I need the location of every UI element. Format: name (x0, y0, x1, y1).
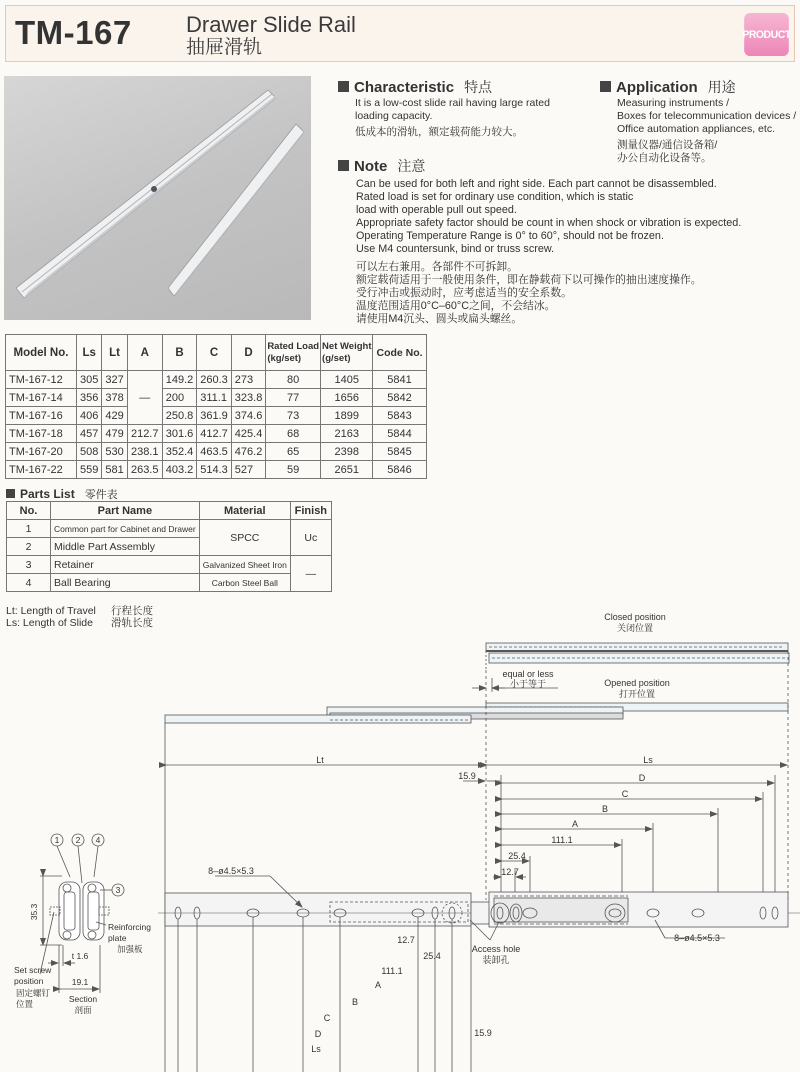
dim-b-bottom-label: B (351, 997, 359, 1007)
section-label: Section (68, 994, 98, 1004)
col-net-weight (321, 335, 373, 371)
part-material: Galvanized Sheet Iron (199, 556, 290, 574)
spec-cell-code: 5844 (373, 425, 426, 443)
note-line: Operating Temperature Range is 0° to 60°, should not be frozen. (356, 230, 664, 242)
model-code: TM-167 (15, 14, 132, 51)
spec-cell-model: TM-167-22 (6, 461, 77, 479)
spec-cell-a: 263.5 (127, 461, 162, 479)
spec-cell-model: TM-167-20 (6, 443, 77, 461)
col-lt: Lt (102, 335, 127, 371)
square-bullet-icon (600, 81, 611, 92)
spec-cell-load: 65 (266, 443, 321, 461)
col-d: D (231, 335, 266, 371)
spec-cell-lt: 327 (102, 371, 127, 389)
characteristic-line: It is a low-cost slide rail having large rated (355, 97, 550, 109)
part-no: 2 (7, 538, 51, 556)
characteristic-title: Characteristic (354, 79, 455, 96)
characteristic-line-cn: 低成本的滑轨，额定载荷能力较大。 (355, 126, 523, 138)
spec-cell-model: TM-167-18 (6, 425, 77, 443)
note-text (356, 178, 741, 326)
reinforcing-plate-label-2: plate (108, 933, 127, 943)
spec-cell-c: 463.5 (197, 443, 232, 461)
parts-row (7, 520, 332, 538)
hole-spec-label: 8–ø4.5×5.3 (674, 933, 720, 943)
spec-cell-weight: 2398 (321, 443, 373, 461)
parts-list-title: Parts List (20, 487, 75, 501)
part-material: Carbon Steel Ball (199, 574, 290, 592)
col-material: Material (199, 502, 290, 520)
dim-d-bottom-label: D (314, 1029, 322, 1039)
application-line-cn: 办公自动化设备等。 (617, 152, 712, 164)
opened-position-label: Opened position (604, 678, 670, 688)
spec-cell-load: 68 (266, 425, 321, 443)
note-line-cn: 额定载荷适用于一般使用条件，即在静载荷下以可操作的抽出速度操作。 (356, 274, 702, 286)
spec-cell-d: 374.6 (231, 407, 266, 425)
spec-cell-code: 5841 (373, 371, 426, 389)
col-finish: Finish (290, 502, 331, 520)
note-line-cn: 请使用M4沉头、圆头或扁头螺丝。 (356, 313, 523, 325)
extended-rail (16, 90, 280, 298)
spec-cell-weight: 2163 (321, 425, 373, 443)
part-no: 3 (7, 556, 51, 574)
note-title: Note (354, 158, 388, 175)
spec-cell-b: 301.6 (162, 425, 197, 443)
spec-row (6, 443, 427, 461)
part-finish: — (290, 556, 331, 592)
dim-b-label: B (601, 804, 609, 814)
section-thickness-label: t 1.6 (71, 951, 89, 961)
spec-row (6, 407, 427, 425)
callout-3-label: 3 (115, 885, 121, 895)
reinforcing-plate-label: Reinforcing (108, 922, 151, 932)
characteristic-title-cn: 特点 (464, 79, 493, 95)
callout-2-label: 2 (75, 835, 81, 845)
dim-ls-label: Ls (643, 755, 653, 765)
dim-a-label: A (571, 819, 579, 829)
set-screw-label-2: position (14, 976, 44, 986)
application-title-cn: 用途 (707, 79, 736, 95)
application-line-cn: 测量仪器/通信设备箱/ (617, 139, 718, 151)
dim-254-label: 25.4 (508, 851, 526, 861)
parts-header-row (7, 502, 332, 520)
spec-cell-c: 361.9 (197, 407, 232, 425)
rail-inner-member (489, 892, 788, 927)
note-title-cn: 注意 (397, 158, 426, 174)
access-hole-label-cn: 装卸孔 (482, 955, 510, 965)
parts-list-title-cn: 零件表 (84, 489, 118, 501)
parts-row (7, 574, 332, 592)
spec-cell-c: 260.3 (197, 371, 232, 389)
application-text (617, 97, 796, 165)
spec-header-row (6, 335, 427, 371)
legend-lt: Lt: Length of Travel (6, 605, 96, 617)
spec-cell-lt: 530 (102, 443, 127, 461)
spec-cell-lt: 479 (102, 425, 127, 443)
section-width-label: 19.1 (71, 977, 89, 987)
col-part-name: Part Name (51, 502, 200, 520)
dim-c-bottom-label: C (323, 1013, 331, 1023)
closed-rail (168, 124, 308, 296)
spec-cell-code: 5843 (373, 407, 426, 425)
callout-1-label: 1 (54, 835, 60, 845)
application-title: Application (616, 79, 698, 96)
col-code: Code No. (373, 335, 426, 371)
spec-cell-ls: 305 (77, 371, 102, 389)
dim-lt-label: Lt (316, 755, 324, 765)
spec-cell-load: 77 (266, 389, 321, 407)
set-screw-label-cn: 固定螺钉 (16, 988, 51, 998)
part-no: 1 (7, 520, 51, 538)
note-line: Appropriate safety factor should be count in when shock or vibration is expected. (356, 217, 742, 229)
spec-cell-weight: 1656 (321, 389, 373, 407)
parts-table (6, 501, 332, 592)
spec-cell-c: 311.1 (197, 389, 232, 407)
product-photo (4, 76, 311, 320)
square-bullet-icon (6, 489, 15, 498)
note-line-cn: 温度范围适用0°C–60°C之间，不会结冰。 (356, 300, 556, 312)
dim-127-label: 12.7 (501, 867, 519, 877)
note-line: load with operable pull out speed. (356, 204, 517, 216)
spec-cell-a: 238.1 (127, 443, 162, 461)
spec-cell-lt: 581 (102, 461, 127, 479)
dim-127-bottom-label: 12.7 (397, 935, 415, 945)
col-ls: Ls (77, 335, 102, 371)
technical-drawing (0, 600, 800, 1072)
part-name: Middle Part Assembly (51, 538, 200, 556)
col-model: Model No. (6, 335, 77, 371)
spec-cell-b: 200 (162, 389, 197, 407)
note-line: Use M4 countersunk, bind or truss screw. (356, 243, 555, 255)
square-bullet-icon (338, 81, 349, 92)
spec-cell-d: 476.2 (231, 443, 266, 461)
legend-ls-cn: 滑轨长度 (111, 617, 153, 629)
spec-cell-d: 425.4 (231, 425, 266, 443)
spec-cell-d: 323.8 (231, 389, 266, 407)
legend-lt-cn: 行程长度 (111, 605, 153, 617)
dim-159-bottom-label: 15.9 (474, 1028, 492, 1038)
net-weight-label: Net Weight (322, 340, 372, 352)
equal-or-less-label: equal or less (502, 669, 554, 679)
product-badge: PRODUCT (744, 13, 789, 56)
spec-row (6, 425, 427, 443)
opened-position-label-cn: 打开位置 (618, 689, 656, 699)
application-line: Measuring instruments / (617, 97, 730, 109)
reinforcing-plate-label-cn: 加强板 (117, 944, 143, 954)
spec-cell-weight: 1899 (321, 407, 373, 425)
characteristic-text (355, 97, 550, 139)
part-name: Ball Bearing (51, 574, 200, 592)
spec-cell-model: TM-167-14 (6, 389, 77, 407)
col-c: C (197, 335, 232, 371)
dim-254-bottom-label: 25.4 (423, 951, 441, 961)
spec-cell-model: TM-167-12 (6, 371, 77, 389)
application-line: Boxes for telecommunication devices / (617, 110, 797, 122)
square-bullet-icon (338, 160, 349, 171)
part-name: Common part for Cabinet and Drawer (51, 520, 200, 538)
spec-cell-d: 527 (231, 461, 266, 479)
slide-rail-photo-illustration (4, 76, 311, 320)
spec-cell-b: 352.4 (162, 443, 197, 461)
spec-cell-code: 5846 (373, 461, 426, 479)
product-title-cn: 抽屉滑轨 (186, 37, 263, 58)
note-line: Rated load is set for ordinary use condition, which is static (356, 191, 634, 203)
spec-cell-ls: 508 (77, 443, 102, 461)
spec-cell-c: 412.7 (197, 425, 232, 443)
parts-row (7, 556, 332, 574)
characteristic-line: loading capacity. (355, 110, 433, 122)
spec-cell-a: 212.7 (127, 425, 162, 443)
spec-cell-model: TM-167-16 (6, 407, 77, 425)
set-screw-label: Set screw (14, 965, 52, 975)
rated-load-label: Rated Load (267, 340, 320, 352)
spec-cell-code: 5842 (373, 389, 426, 407)
application-heading (600, 77, 736, 97)
characteristic-heading (338, 77, 492, 97)
opened-position-rails (165, 703, 788, 723)
spec-cell-ls: 356 (77, 389, 102, 407)
section-label-cn: 剖面 (74, 1005, 92, 1015)
spec-cell-ls: 457 (77, 425, 102, 443)
note-line-cn: 可以左右兼用。各部件不可拆卸。 (356, 261, 518, 273)
col-a: A (127, 335, 162, 371)
legend-ls: Ls: Length of Slide (6, 617, 93, 629)
dim-159-label: 15.9 (458, 771, 476, 781)
section-view (40, 834, 124, 993)
product-title-en: Drawer Slide Rail (186, 12, 356, 37)
spec-cell-b: 149.2 (162, 371, 197, 389)
closed-position-label-cn: 关闭位置 (616, 623, 654, 633)
spec-row (6, 461, 427, 479)
spec-row (6, 389, 427, 407)
spec-cell-ls: 559 (77, 461, 102, 479)
closed-position-rails (486, 643, 789, 663)
application-line: Office automation appliances, etc. (617, 123, 775, 135)
net-weight-unit: (g/set) (322, 352, 351, 364)
part-material: SPCC (199, 520, 290, 556)
equal-or-less-label-cn: 小于等于 (509, 679, 547, 689)
col-rated-load (266, 335, 321, 371)
note-line-cn: 受行冲击或振动时，应考虑适当的安全系数。 (356, 287, 572, 299)
spec-cell-ls: 406 (77, 407, 102, 425)
closed-position-label: Closed position (604, 612, 666, 622)
spec-cell-b: 403.2 (162, 461, 197, 479)
note-heading (338, 156, 425, 176)
spec-cell-lt: 429 (102, 407, 127, 425)
spec-cell-a: — (127, 371, 162, 425)
dim-c-label: C (621, 789, 629, 799)
callout-4-label: 4 (95, 835, 101, 845)
section-height-label: 35.3 (29, 903, 39, 921)
dim-a-bottom-label: A (374, 980, 382, 990)
part-name: Retainer (51, 556, 200, 574)
rail-middle-member (471, 902, 491, 924)
spec-cell-load: 73 (266, 407, 321, 425)
spec-cell-b: 250.8 (162, 407, 197, 425)
spec-cell-d: 273 (231, 371, 266, 389)
col-b: B (162, 335, 197, 371)
spec-cell-weight: 1405 (321, 371, 373, 389)
dim-1111-bottom-label: 111.1 (381, 966, 403, 976)
parts-list-heading (6, 486, 118, 502)
spec-cell-lt: 378 (102, 389, 127, 407)
part-no: 4 (7, 574, 51, 592)
hole-spec-label: 8–ø4.5×5.3 (208, 866, 254, 876)
dim-d-label: D (638, 773, 646, 783)
note-line: Can be used for both left and right side. Each part cannot be disassembled. (356, 178, 717, 190)
spec-cell-c: 514.3 (197, 461, 232, 479)
set-screw-label-cn-2: 位置 (16, 999, 34, 1009)
spec-cell-load: 59 (266, 461, 321, 479)
col-no: No. (7, 502, 51, 520)
spec-cell-weight: 2651 (321, 461, 373, 479)
part-finish: Uc (290, 520, 331, 556)
spec-cell-load: 80 (266, 371, 321, 389)
spec-cell-code: 5845 (373, 443, 426, 461)
rated-load-unit: (kg/set) (267, 352, 302, 364)
access-hole-label: Access hole (471, 944, 521, 954)
dim-1111-label: 111.1 (551, 835, 573, 845)
dim-ls-bottom-label: Ls (311, 1044, 321, 1054)
spec-row (6, 371, 427, 389)
spec-table (5, 334, 427, 479)
